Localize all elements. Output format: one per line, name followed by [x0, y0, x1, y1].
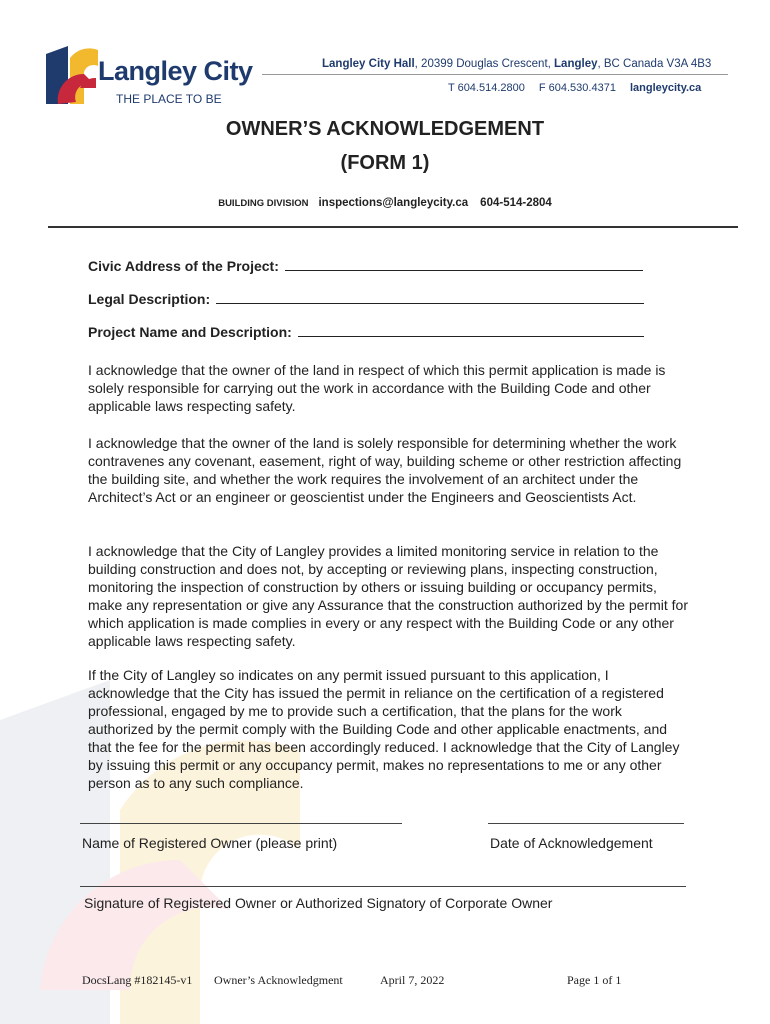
date-line[interactable] — [488, 823, 684, 824]
section-divider — [48, 226, 738, 228]
logo-tagline: THE PLACE TO BE — [116, 92, 222, 106]
footer-doc-title: Owner’s Acknowledgment — [214, 973, 343, 987]
division-email[interactable]: inspections@langleycity.ca — [318, 197, 469, 209]
signature-line[interactable] — [80, 886, 686, 887]
civic-address-input[interactable] — [285, 256, 643, 271]
footer-doc-ref: DocsLang #182145-v1 — [82, 973, 193, 987]
header-divider — [262, 74, 728, 75]
paragraph-2: I acknowledge that the owner of the land is solely responsible for determining whether the work contravenes any covenant, easement, right of way, building scheme or other restriction affecting the building site, and whether the work requires the involvement of an architect under the Architect’s Act or an engineer or geoscientist under the Engineers and Geoscientists Act. — [88, 435, 682, 505]
phone: T 604.514.2800 — [448, 82, 525, 94]
project-name-input[interactable] — [298, 322, 644, 337]
city-hall-contacts — [448, 82, 701, 94]
website-link[interactable]: langleycity.ca — [629, 82, 702, 94]
date-label: Date of Acknowledgement — [490, 835, 653, 851]
division-phone: 604-514-2804 — [480, 197, 552, 209]
paragraph-1: I acknowledge that the owner of the land in respect of which this permit application is made is solely responsible for carrying out the work in accordance with the Building Code and other applicable laws respecting safety. — [88, 362, 666, 414]
fax: F 604.530.4371 — [538, 82, 616, 94]
footer-page: Page 1 of 1 — [567, 973, 622, 987]
page-title: OWNER’S ACKNOWLEDGEMENT — [225, 118, 545, 140]
project-name-field: Project Name and Description: — [88, 322, 644, 340]
legal-description-field: Legal Description: — [88, 289, 644, 307]
division-name: BUILDING DIVISION — [218, 198, 309, 209]
legal-description-input[interactable] — [216, 289, 644, 304]
paragraph-3: I acknowledge that the City of Langley provides a limited monitoring service in relation to the building construction and does not, by accepting or reviewing plans, inspecting construction, monitoring the inspection of construction by others or issuing building or occupancy permits, make any representation or give any Assurance that the construction authorized by the permit for which application is made complies in every or any respect with the Building Code or any other applicable laws respecting safety. — [88, 543, 688, 649]
logo-wordmark: Langley City — [98, 56, 253, 86]
owner-name-label: Name of Registered Owner (please print) — [82, 835, 338, 851]
paragraph-4: If the City of Langley so indicates on any permit issued pursuant to this application, I acknowledge that the City has issued the permit in reliance on the certification of a registered professional, engaged by me to provide such a certification, that the plans for the work authorized by the permit comply with the Building Code and other applicable enactments, and that the fee for the permit has been accordingly reduced. I acknowledge that the City of Langley by issuing this permit or any occupancy permit, makes no representations to me or any other person as to any such compliance. — [88, 667, 680, 791]
civic-address-field: Civic Address of the Project: — [88, 256, 643, 274]
signature-label: Signature of Registered Owner or Authorized Signatory of Corporate Owner — [84, 895, 553, 911]
form-number: (FORM 1) — [340, 152, 430, 174]
owner-name-line[interactable] — [80, 823, 402, 824]
division-contact — [0, 197, 770, 209]
footer-date: April 7, 2022 — [380, 973, 445, 987]
city-hall-address: Langley City Hall, 20399 Douglas Crescent, Langley, BC Canada V3A 4B3 — [322, 58, 712, 70]
